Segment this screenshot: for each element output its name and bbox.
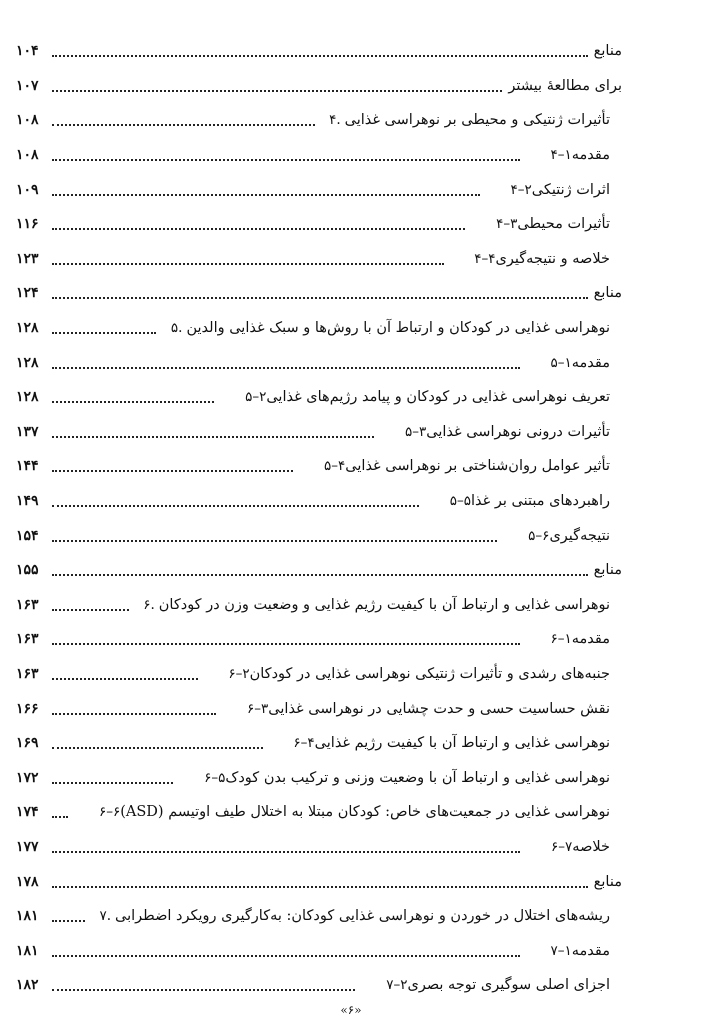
toc-entry-page: ۱۶۳ — [16, 596, 39, 613]
dot-leader — [52, 747, 263, 749]
toc-entry-title: نوهراسی غذایی و ارتباط آن با وضعیت وزنی و ترکیب بدن کودک — [225, 769, 610, 786]
toc-entry-page: ۱۱۶ — [16, 216, 39, 233]
toc-entry-page: ۱۴۴ — [16, 458, 39, 475]
toc-entry-page: ۱۲۸ — [16, 389, 39, 406]
toc-entry-number: ۴. — [329, 112, 341, 129]
toc-entry-number: ۶–۲ — [228, 665, 250, 682]
toc-entry-page: ۱۷۸ — [16, 873, 39, 890]
dot-leader — [52, 332, 156, 334]
toc-entry-title-block — [499, 528, 622, 544]
toc-entry-title: اثرات ژنتیکی — [531, 181, 610, 198]
toc-entry-number: ۴–۳ — [496, 216, 518, 233]
dot-leader — [52, 643, 520, 645]
toc-entry-title: نوهراسی غذایی در کودکان و ارتباط آن با روش‌ها و سبک غذایی والدین — [186, 320, 610, 337]
toc-entry-page: ۱۴۹ — [16, 493, 39, 510]
toc-entry-number: ۵–۳ — [404, 423, 427, 440]
toc-entry-title: مقدمه — [571, 147, 610, 164]
toc-entry-title-block — [482, 182, 622, 198]
toc-entry-title-block — [522, 943, 622, 959]
toc-entry-title: خلاصه و نتیجه‌گیری — [495, 250, 610, 267]
toc-entry-title-block — [590, 874, 622, 890]
toc-entry-title: منابع — [593, 285, 622, 302]
table-of-contents — [16, 34, 622, 1003]
dot-leader — [52, 470, 293, 472]
toc-entry[interactable] — [16, 484, 622, 519]
toc-entry-title-block — [590, 285, 622, 301]
toc-entry-number: ۵. — [170, 320, 183, 337]
toc-entry-title-block — [158, 320, 622, 336]
dot-leader — [52, 782, 173, 784]
toc-entry-number: ۶–۷ — [551, 838, 573, 855]
toc-entry-number: ۶. — [143, 596, 155, 613]
toc-entry-title: تأثیرات محیطی — [517, 216, 610, 233]
toc-entry-page: ۱۸۱ — [16, 908, 39, 925]
toc-entry-title-block — [70, 804, 622, 820]
toc-entry-title-block — [218, 701, 622, 717]
toc-entry-page: ۱۷۷ — [16, 838, 39, 855]
toc-entry-title: تأثیر عوامل روان‌شناختی بر نوهراسی غذایی — [345, 458, 610, 475]
toc-entry[interactable] — [16, 795, 622, 830]
toc-entry[interactable] — [16, 518, 622, 553]
toc-entry[interactable] — [16, 691, 622, 726]
dot-leader — [52, 55, 588, 57]
dot-leader — [52, 159, 520, 161]
toc-entry-title-block — [295, 458, 622, 474]
toc-entry[interactable] — [16, 622, 622, 657]
toc-entry-page: ۱۲۴ — [16, 285, 39, 302]
dot-leader — [52, 678, 198, 680]
toc-entry[interactable] — [16, 138, 622, 173]
toc-entry[interactable] — [16, 311, 622, 346]
toc-entry-number: ۵–۲ — [245, 389, 267, 406]
toc-entry-title: برای مطالعهٔ بیشتر — [508, 77, 622, 94]
toc-entry-number: ۶–۳ — [247, 700, 269, 717]
dot-leader — [52, 436, 374, 438]
toc-entry[interactable] — [16, 242, 622, 277]
toc-entry-page: ۱۲۳ — [16, 250, 39, 267]
toc-entry-number: ۶–۵ — [204, 769, 226, 786]
toc-entry[interactable] — [16, 933, 622, 968]
toc-entry-title-block — [467, 216, 622, 232]
toc-entry-title-block — [317, 112, 622, 128]
toc-entry[interactable] — [16, 726, 622, 761]
dot-leader — [52, 90, 502, 92]
toc-entry-title-block — [131, 597, 622, 613]
toc-entry-title-block — [376, 424, 622, 440]
toc-entry-number: ۵–۴ — [324, 458, 346, 475]
toc-entry-page: ۱۵۴ — [16, 527, 39, 544]
toc-entry-page: ۱۶۹ — [16, 735, 39, 752]
toc-entry-page: ۱۸۲ — [16, 977, 39, 994]
toc-entry[interactable] — [16, 172, 622, 207]
toc-entry-number: ۷. — [99, 908, 112, 925]
toc-entry[interactable] — [16, 380, 622, 415]
toc-entry-title-block — [87, 908, 622, 924]
toc-entry-number: ۴–۴ — [474, 250, 496, 267]
toc-entry-page: ۱۸۱ — [16, 942, 39, 959]
dot-leader — [52, 920, 85, 922]
toc-entry-page: ۱۷۲ — [16, 769, 39, 786]
toc-entry[interactable] — [16, 207, 622, 242]
toc-entry-title-block — [265, 735, 622, 751]
dot-leader — [52, 124, 315, 126]
toc-entry[interactable] — [16, 345, 622, 380]
dot-leader — [52, 194, 480, 196]
page-number-footer: «۶» — [340, 1003, 362, 1017]
toc-entry[interactable] — [16, 553, 622, 588]
toc-entry-number: ۷–۱ — [550, 942, 572, 959]
toc-entry-title: خلاصه — [572, 838, 610, 855]
toc-entry-number: ۶–۴ — [293, 735, 315, 752]
toc-entry-page: ۱۰۸ — [16, 147, 39, 164]
toc-entry-page: ۱۶۳ — [16, 665, 39, 682]
toc-entry[interactable] — [16, 864, 622, 899]
toc-entry-number: ۵–۱ — [550, 354, 572, 371]
dot-leader — [52, 263, 444, 265]
dot-leader — [52, 297, 588, 299]
toc-entry-title-block — [522, 631, 622, 647]
toc-entry-title: تأثیرات درونی نوهراسی غذایی — [426, 423, 610, 440]
dot-leader — [52, 816, 68, 818]
dot-leader — [52, 609, 129, 611]
toc-entry-title: راهبردهای مبتنی بر غذا — [471, 493, 610, 510]
toc-entry[interactable] — [16, 830, 622, 865]
toc-entry[interactable] — [16, 415, 622, 450]
toc-entry-title: منابع — [593, 562, 622, 579]
toc-entry[interactable] — [16, 276, 622, 311]
toc-entry-number: ۷–۲ — [386, 977, 408, 994]
toc-entry-title: مقدمه — [571, 631, 610, 648]
toc-entry[interactable] — [16, 588, 622, 623]
toc-entry-title-block — [522, 147, 622, 163]
dot-leader — [52, 574, 588, 576]
dot-leader — [52, 367, 520, 369]
toc-entry-page: ۱۰۸ — [16, 112, 39, 129]
toc-entry-title: جنبه‌های رشدی و تأثیرات ژنتیکی نوهراسی غذایی در کودکان — [249, 665, 610, 682]
dot-leader — [52, 886, 588, 888]
toc-entry-page: ۱۰۷ — [16, 77, 39, 94]
toc-entry-page: ۱۲۸ — [16, 354, 39, 371]
toc-entry-title-block — [216, 389, 622, 405]
toc-entry-title: منابع — [593, 873, 622, 890]
dot-leader — [52, 955, 520, 957]
toc-entry-title-block — [200, 666, 622, 682]
dot-leader — [52, 401, 214, 403]
toc-entry[interactable] — [16, 968, 622, 1003]
toc-entry-title: تعریف نوهراسی غذایی در کودکان و پیامد رژیم‌های غذایی — [266, 389, 610, 406]
toc-entry-title: نتیجه‌گیری — [549, 527, 610, 544]
toc-entry[interactable] — [16, 69, 622, 104]
toc-entry-title-block — [504, 78, 622, 94]
toc-entry-number: ۶–۶ — [98, 804, 121, 821]
toc-entry-title-block — [446, 251, 622, 267]
dot-leader — [52, 505, 419, 507]
toc-entry-number: ۵–۵ — [449, 493, 471, 510]
toc-entry-title-block — [522, 839, 622, 855]
toc-entry-page: ۱۳۷ — [16, 423, 39, 440]
dot-leader — [52, 851, 520, 853]
toc-entry[interactable] — [16, 760, 622, 795]
toc-entry-title-block — [357, 977, 622, 993]
toc-entry-title: مقدمه — [571, 942, 610, 959]
toc-entry[interactable] — [16, 899, 622, 934]
dot-leader — [52, 989, 355, 991]
toc-entry-title: مقدمه — [571, 354, 610, 371]
toc-entry-page: ۱۲۸ — [16, 320, 39, 337]
toc-entry-title: تأثیرات ژنتیکی و محیطی بر نوهراسی غذایی — [344, 112, 610, 129]
toc-entry[interactable] — [16, 657, 622, 692]
toc-entry-title: نقش حساسیت حسی و حدت چشایی در نوهراسی غذایی — [268, 700, 610, 717]
toc-entry-number: ۴–۱ — [550, 147, 572, 164]
toc-entry-title-block — [175, 770, 622, 786]
toc-entry-title: نوهراسی غذایی و ارتباط آن با کیفیت رژیم غذایی — [314, 735, 610, 752]
toc-entry-title: ریشه‌های اختلال در خوردن و نوهراسی غذایی کودکان: به‌کارگیری رویکرد اضطرابی — [115, 908, 610, 925]
toc-entry-title: اجزای اصلی سوگیری توجه بصری — [407, 977, 610, 994]
toc-entry-title-block — [590, 43, 622, 59]
toc-entry-title: منابع — [593, 43, 622, 60]
toc-entry-number: ۴–۲ — [510, 181, 532, 198]
toc-entry-title-block — [522, 355, 622, 371]
toc-entry-page: ۱۷۴ — [16, 804, 39, 821]
toc-entry[interactable] — [16, 449, 622, 484]
toc-entry-title: نوهراسی غذایی و ارتباط آن با کیفیت رژیم غذایی و وضعیت وزن در کودکان — [158, 596, 610, 613]
toc-entry-number: ۵–۶ — [528, 527, 550, 544]
toc-entry-page: ۱۰۴ — [16, 43, 39, 60]
toc-entry-title: نوهراسی غذایی در جمعیت‌های خاص: کودکان مبتلا به اختلال طیف اوتیسم (ASD) — [120, 804, 610, 821]
toc-entry-title-block — [421, 493, 622, 509]
toc-entry[interactable] — [16, 103, 622, 138]
toc-entry-page: ۱۵۵ — [16, 562, 39, 579]
toc-entry-number: ۶–۱ — [550, 631, 572, 648]
toc-entry[interactable] — [16, 34, 622, 69]
dot-leader — [52, 713, 216, 715]
dot-leader — [52, 540, 497, 542]
toc-entry-page: ۱۶۳ — [16, 631, 39, 648]
dot-leader — [52, 228, 465, 230]
toc-entry-title-block — [590, 562, 622, 578]
toc-entry-page: ۱۰۹ — [16, 181, 39, 198]
toc-entry-page: ۱۶۶ — [16, 700, 39, 717]
